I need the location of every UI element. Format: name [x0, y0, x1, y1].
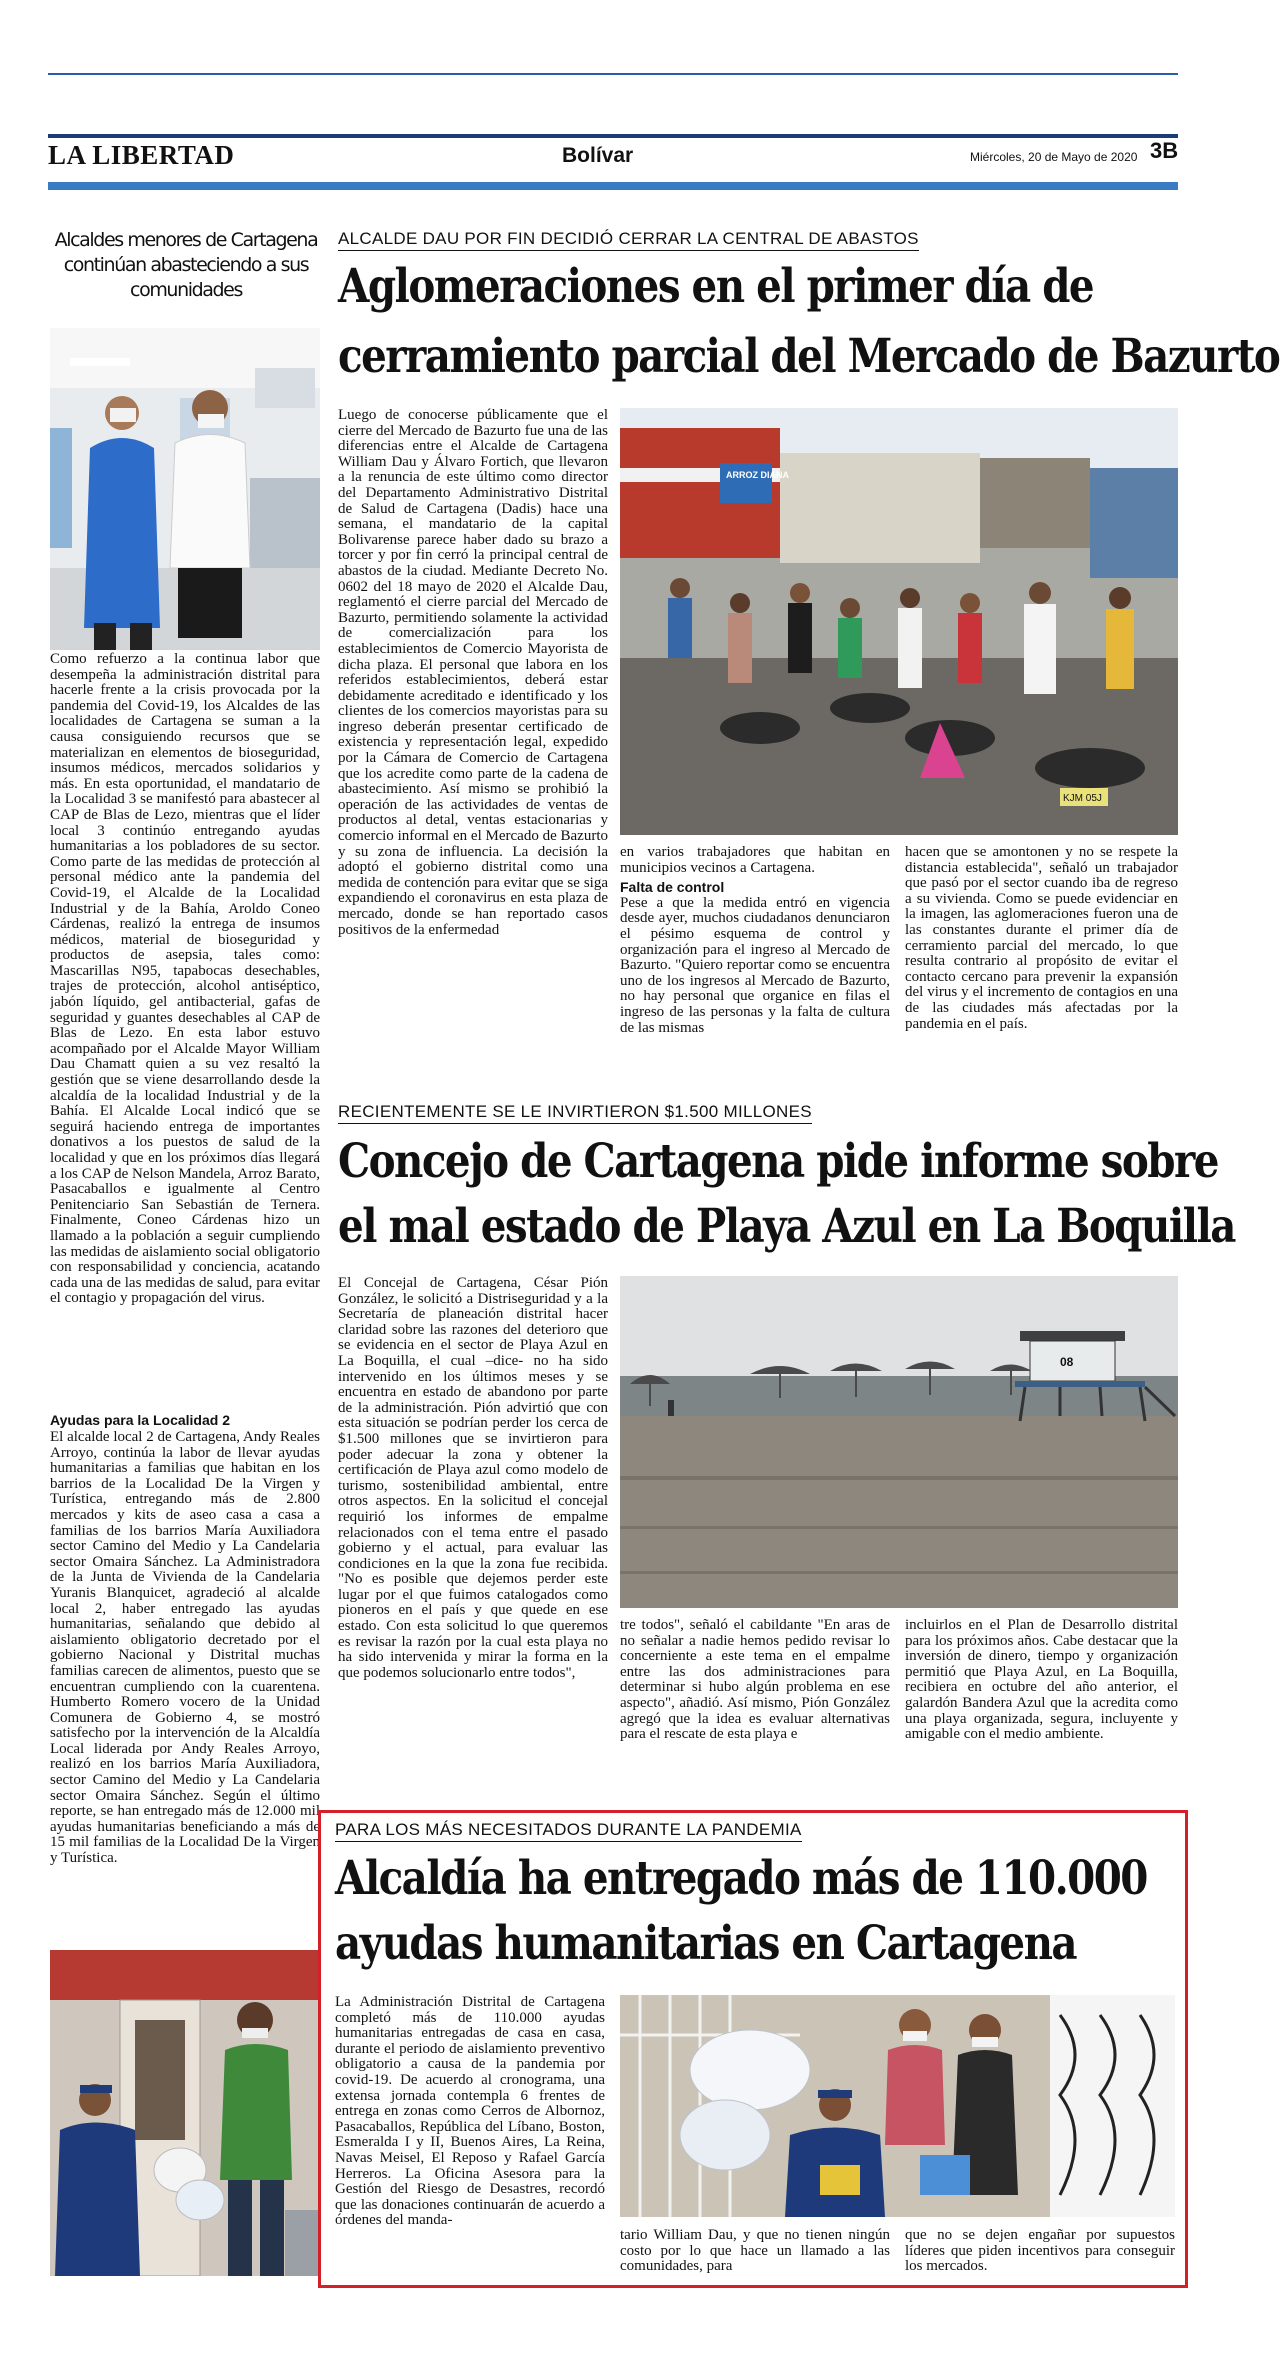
article3-col1-text: La Administración Distrital de Cartagena completó más de 110.000 ayudas humanitarias entregadas de casa en casa, durante el periodo de aislamiento preventivo obligatorio a causa de la pandemia por covid-19. De acuerdo al cronograma, una extensa jornada contempla 6 frentes de entrega en zonas como Cerros de Albornoz, Pasacaballos, República del Líbano, Boston, Esmeralda I y II, Buenos Aires, La Reina, Navas Meisel, El Reposo y Rafael García Herreros. La Oficina Asesora para la Gestión del Riesgo de Desastres, recordó que las donaciones continuarán de acuerdo a órdenes del manda- [335, 1995, 605, 2229]
article1-col2-text2: Pese a que la medida entró en vigencia desde ayer, muchos ciudadanos denunciaron el pésimo esquema de control y organización para el ingreso al Mercado de Bazurto. "Quiero reportar como se encuentra uno de los ingresos al Mercado de Bazurto, no hay personal que organice en filas el ingreso de las personas y la falta de cultura de las mismas [620, 894, 890, 1036]
article2-headline-line1: Concejo de Cartagena pide informe sobre [338, 1134, 1218, 1189]
article2-photo-beach [620, 1276, 1178, 1608]
article3-col2-text: tario William Dau, y que no tienen ningún costo por lo que hace un llamado a las comunidades, para [620, 2228, 890, 2275]
sidebar-photo-delivery [50, 1950, 320, 2276]
article1-col3 [905, 845, 1178, 1088]
top-rule [48, 73, 1178, 75]
article2-col3-text: incluirlos en el Plan de Desarrollo distrital para los próximos años. Cabe destacar que la inversión de dinero, tiempo y organización permitió que Playa Azul, en La Boquilla, recibiera en octubre del año anterior, el galardón Bandera Azul que la acredita como una playa organizada, segura, incluyente y amigable con el medio ambiente. [905, 1618, 1178, 1743]
masthead-bottom-bar [48, 182, 1178, 190]
article2-col2-text: tre todos", señaló el cabildante "En aras de no señalar a nadie hemos pedido revisar lo concerniente a este tema en el empalme entre las dos administraciones para determinar si hubo algún problema en ese aspecto", añadió. Así mismo, Pión González agregó que la idea es evaluar alternativas para el rescate de esta playa e [620, 1618, 890, 1743]
article1-col1-text: Luego de conocerse públicamente que el cierre del Mercado de Bazurto fue una de las diferencias entre el Alcalde de Cartagena William Dau y Álvaro Fortich, que llevaron a la renuncia de este último como director del Departamento Administrativo Distrital de Salud de Cartagena (Dadis) hace una semana, el mandatario de la capital Bolivarense parece haber dado su brazo a torcer y por fin cerró la principal central de abastos de la ciudad. Mediante Decreto No. 0602 del 18 mayo de 2020 el Alcalde Dau, reglamentó el cierre parcial del Mercado de Bazurto, permitiendo solamente la actividad de comercialización para los establecimientos de Comercio Mayorista de dicha plaza. El personal que labora en los referidos establecimientos, deberá estar debidamente acreditado e identificado y los clientes de los comercios mayoristas para su ingreso deberán presentar certificado de existencia y representación legal, expedido por la Cámara de Comercio de Cartagena que los acredite como parte de la cadena de abastecimiento. Así mismo se prohibió la operación de las actividades de ventas de productos al detal, ventas estacionarias y comercio informal en el Mercado de Bazurto y su zona de influencia. La decisión la adoptó el gobierno distrital como una medida de contención para evitar que se siga expandiendo el coronavirus en esta plaza de mercado, donde se han reportado casos positivos de la enfermedad [338, 408, 608, 938]
article2-col2 [620, 1618, 890, 1796]
article1-col2 [620, 845, 890, 1088]
article2-headline-line2: el mal estado de Playa Azul en La Boquilla [338, 1199, 1235, 1254]
article3-headline-line1: Alcaldía ha entregado más de 110.000 [335, 1851, 1147, 1906]
article2-col1-text: El Concejal de Cartagena, César Pión González, le solicitó a Distriseguridad y a la Secretaría de planeación distrital hacer claridad sobre las razones del deterioro que se evidencia en el sector de Playa Azul en La Boquilla, el cual –dice- no ha sido intervenido en los últimos meses y se encuentra en estado de abandono por parte de la administración. Pión advirtió que con esta situación se podrían perder los cerca de $1.500 millones que se invirtieron para poder adecuar la zona y obtener la certificación de Playa azul como modelo de turismo, sostenibilidad ambiental, entre otros aspectos. En la solicitud el concejal requirió los informes de empalme relacionados con el tema entre el pasado gobierno y el actual, para evaluar las condiciones en la que la zona fue recibida. "No es posible que dejemos perder este lugar por el que fuimos catalogados como pioneros en el país y que quede en ese estado. Con esta solicitud lo que queremos es revisar la razón por la cual esta playa no ha sido intervenida y mirar la forma en la que podemos solucionarlo entre todos", [338, 1276, 608, 1681]
article1-col2-subhead: Falta de control [620, 879, 725, 896]
issue-date: Miércoles, 20 de Mayo de 2020 [970, 150, 1138, 164]
article2-col1 [338, 1276, 608, 1796]
paper-name: LA LIBERTAD [48, 140, 235, 170]
sidebar-paragraph-2: El alcalde local 2 de Cartagena, Andy Reales Arroyo, continúa la labor de llevar ayudas humanitarias a familias que habitan en los barrios de la Localidad De la Virgen y Turística, entregando más de 2.800 mercados y kits de aseo casa a casa a familias de los barrios María Auxiliadora sector Camino del Medio y La Candelaria sector Omaira Sánchez. La Administradora de la Junta de Vivienda de la Candelaria Yuranis Blanquicet, agradeció al alcalde local 2, haber entregado las ayudas humanitarias, señalando que debido al aislamiento obligatorio decretado por el gobierno Nacional y Distrital muchas familias carecen de alimentos, puesto que se encuentran cumpliendo con la cuarentena. Humberto Romero vocero de la Unidad Comunera de Gobierno 4, se mostró satisfecho por la intervención de la Alcaldía Local liderada por Andy Reales Arroyo, realizó en los barrios María Auxiliadora, sector Camino del Medio y La Candelaria sector Omaira Sánchez. Según el último reporte, se han entregado más de 12.000 mil ayudas humanitarias beneficiando a más de 15 mil familias de la Localidad De la Virgen y Turística. [50, 1430, 320, 1867]
sidebar-paragraph-1: Como refuerzo a la continua labor que desempeña la administración distrital para hacerle frente a la crisis provocada por la pandemia del Covid-19, los Alcaldes de las localidades de Cartagena se suman a la causa consiguiendo recursos que se materializan en elementos de bioseguridad, insumos médicos, mercados solidarios y más. En esta oportunidad, el mandatario de la Localidad 3 se manifestó para abastecer al CAP de Blas de Lezo, mientras que el líder local 3 continúo entregando ayudas humanitarias a los pobladores de su sector. Como parte de las medidas de protección al personal médico ante la pandemia del Covid-19, el Alcalde de la Localidad Industrial y de la Bahía, Aroldo Coneo Cárdenas, realizó la entrega de insumos médicos, material de bioseguridad y productos de asepsia, tales como: Mascarillas N95, tapabocas desechables, trajes de protección, alcohol antiséptico, jabón líquido, gel antibacterial, gafas de seguridad y guantes desechables al CAP de Blas de Lezo. En esta labor estuvo acompañado por el Alcalde Mayor William Dau Chamatt quien a su vez resaltó la gestión que se viene desarrollando desde la alcaldía de la localidad Industrial y de la Bahía. El Alcalde Local indicó que se seguirá haciendo entrega de importantes donativos a los puestos de salud de la localidad y que en los próximos días llegará a los CAP de Nelson Mandela, Arroz Barato, Pasacaballos e igualmente al Centro Penitenciario San Sebastián de Ternera. Finalmente, Coneo Cárdenas hizo un llamado a la población a seguir cumpliendo las medidas de aislamiento social obligatorio con responsabilidad y conciencia, acatando cada una de las medidas de salud, para evitar el contagio y propagación del virus. [50, 652, 320, 1307]
article3-col3-text: que no se dejen engañar por supuestos líderes que piden incentivos para conseguir los mercados. [905, 2228, 1175, 2275]
masthead-top-bar [48, 134, 1178, 138]
article3-photo-aid-delivery [620, 1995, 1175, 2217]
sidebar-body-2 [50, 1430, 320, 1945]
page-number: 3B [1150, 138, 1179, 163]
article1-kicker: ALCALDE DAU POR FIN DECIDIÓ CERRAR LA CENTRAL DE ABASTOS [338, 229, 919, 251]
article1-col3-text: hacen que se amontonen y no se respete la distancia establecida", señaló un trabajador que pasó por el sector cuando iba de regreso a su vivienda. Como se puede evidenciar en la imagen, las aglomeraciones fueron una de las constantes durante el primer día de cerramiento parcial del mercado, lo que resulta contrario al propósito de evitar el contacto cercano para prevenir la expansión del virus y el incremento de contagios en una de las ciudades más afectadas por la pandemia en el país. [905, 845, 1178, 1032]
article1-col1 [338, 408, 608, 1088]
article1-photo-market-crowd [620, 408, 1178, 835]
sidebar-body-1 [50, 652, 320, 1400]
article2-col3 [905, 1618, 1178, 1796]
article3-headline-line2: ayudas humanitarias en Cartagena [335, 1916, 1077, 1971]
article1-col2-text1: en varios trabajadores que habitan en municipios vecinos a Cartagena. [620, 845, 890, 876]
article3-kicker: PARA LOS MÁS NECESITADOS DURANTE LA PANDEMIA [335, 1820, 802, 1842]
sidebar-subhead: Ayudas para la Localidad 2 [50, 1412, 230, 1428]
photo-plate-text: KJM 05J [1063, 793, 1102, 804]
section-name: Bolívar [562, 144, 634, 167]
photo-sign-text: ARROZ DIANA [726, 470, 789, 480]
article2-kicker: RECIENTEMENTE SE LE INVIRTIERON $1.500 MILLONES [338, 1102, 812, 1124]
article1-headline-line1: Aglomeraciones en el primer día de [338, 259, 1094, 314]
article3-col2 [620, 2228, 890, 2278]
sidebar-title: Alcaldes menores de Cartagena continúan abasteciendo a sus comunidades [54, 229, 318, 301]
article3-col1 [335, 1995, 605, 2277]
sidebar-photo-officials [50, 328, 320, 650]
tower-label: 08 [1060, 1355, 1074, 1369]
article1-headline-line2: cerramiento parcial del Mercado de Bazurto [338, 329, 1280, 384]
article3-col3 [905, 2228, 1175, 2278]
